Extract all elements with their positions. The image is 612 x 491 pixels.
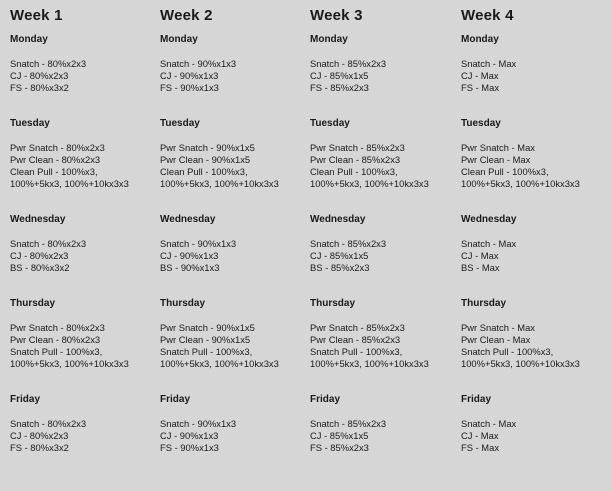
exercise-list xyxy=(160,418,310,454)
exercise-list xyxy=(310,418,460,454)
exercise-line: Pwr Clean - 80%x2x3 xyxy=(10,154,101,165)
exercise-list xyxy=(461,238,611,274)
exercise-list xyxy=(10,322,160,370)
week-column-1 xyxy=(10,0,160,491)
exercise-line: CJ - 90%x1x3 xyxy=(160,430,219,441)
exercise-line: Pwr Clean - 80%x2x3 xyxy=(10,334,101,345)
exercise-line: Snatch Pull - 100%x3, xyxy=(461,346,554,357)
exercise-line: Snatch - 85%x2x3 xyxy=(310,238,387,249)
day-name: Thursday xyxy=(10,298,56,309)
exercise-line: Pwr Clean - 90%x1x5 xyxy=(160,334,251,345)
exercise-line: Pwr Clean - 90%x1x5 xyxy=(160,154,251,165)
week-column-4 xyxy=(461,0,611,491)
day-name: Friday xyxy=(160,394,191,405)
exercise-line: Snatch Pull - 100%x3, xyxy=(310,346,403,357)
day-name: Thursday xyxy=(461,298,507,309)
exercise-line: Snatch - 80%x2x3 xyxy=(10,58,87,69)
exercise-line: 100%+5kx3, 100%+10kx3x3 xyxy=(160,178,279,189)
day-name: Friday xyxy=(310,394,341,405)
exercise-line: Pwr Clean - Max xyxy=(461,334,531,345)
day-name: Wednesday xyxy=(310,214,366,225)
exercise-line: Snatch - Max xyxy=(461,238,517,249)
exercise-line: 100%+5kx3, 100%+10kx3x3 xyxy=(310,178,429,189)
exercise-line: FS - 80%x3x2 xyxy=(10,82,69,93)
day-block xyxy=(160,298,310,370)
exercise-line: Snatch - 80%x2x3 xyxy=(10,238,87,249)
exercise-line: Pwr Snatch - 80%x2x3 xyxy=(10,322,105,333)
day-name: Monday xyxy=(310,34,348,45)
day-name: Monday xyxy=(10,34,48,45)
exercise-line: Pwr Snatch - 85%x2x3 xyxy=(310,322,405,333)
exercise-line: Pwr Clean - Max xyxy=(461,154,531,165)
day-name: Tuesday xyxy=(310,118,350,129)
day-name: Tuesday xyxy=(10,118,50,129)
week-title: Week 4 xyxy=(461,7,514,24)
day-block xyxy=(10,394,160,454)
exercise-line: Pwr Clean - 85%x2x3 xyxy=(310,334,401,345)
day-block xyxy=(10,298,160,370)
exercise-list xyxy=(461,418,611,454)
exercise-line: Pwr Snatch - Max xyxy=(461,322,535,333)
exercise-list xyxy=(10,238,160,274)
day-name: Thursday xyxy=(160,298,206,309)
exercise-line: CJ - 80%x2x3 xyxy=(10,70,69,81)
exercise-line: 100%+5kx3, 100%+10kx3x3 xyxy=(160,358,279,369)
day-block xyxy=(10,214,160,274)
exercise-line: FS - Max xyxy=(461,442,500,453)
exercise-list xyxy=(160,322,310,370)
exercise-list xyxy=(10,418,160,454)
day-block xyxy=(10,34,160,94)
day-block xyxy=(461,214,611,274)
day-name: Tuesday xyxy=(160,118,200,129)
exercise-list xyxy=(310,322,460,370)
exercise-line: CJ - 80%x2x3 xyxy=(10,430,69,441)
exercise-line: CJ - 85%x1x5 xyxy=(310,430,369,441)
exercise-line: Snatch - 85%x2x3 xyxy=(310,58,387,69)
exercise-line: Clean Pull - 100%x3, xyxy=(10,166,98,177)
exercise-line: Snatch - 85%x2x3 xyxy=(310,418,387,429)
exercise-line: Pwr Snatch - 85%x2x3 xyxy=(310,142,405,153)
exercise-line: FS - 90%x1x3 xyxy=(160,82,219,93)
exercise-list xyxy=(160,58,310,94)
exercise-line: Snatch - Max xyxy=(461,58,517,69)
exercise-line: FS - 85%x2x3 xyxy=(310,82,369,93)
exercise-line: Snatch - 80%x2x3 xyxy=(10,418,87,429)
exercise-list xyxy=(160,238,310,274)
exercise-line: CJ - 85%x1x5 xyxy=(310,70,369,81)
day-block xyxy=(160,214,310,274)
exercise-line: CJ - 90%x1x3 xyxy=(160,70,219,81)
day-block xyxy=(461,394,611,454)
day-block xyxy=(461,298,611,370)
exercise-list xyxy=(10,58,160,94)
exercise-list xyxy=(310,142,460,190)
week-title: Week 3 xyxy=(310,7,363,24)
exercise-line: Snatch - 90%x1x3 xyxy=(160,58,237,69)
day-block xyxy=(160,118,310,190)
exercise-list xyxy=(310,58,460,94)
exercise-list xyxy=(10,142,160,190)
exercise-line: CJ - Max xyxy=(461,430,499,441)
exercise-line: 100%+5kx3, 100%+10kx3x3 xyxy=(310,358,429,369)
day-block xyxy=(10,118,160,190)
exercise-line: CJ - 90%x1x3 xyxy=(160,250,219,261)
day-block xyxy=(310,34,460,94)
day-block xyxy=(160,394,310,454)
week-title: Week 2 xyxy=(160,7,213,24)
exercise-line: CJ - Max xyxy=(461,70,499,81)
exercise-line: Pwr Snatch - Max xyxy=(461,142,535,153)
exercise-line: BS - 85%x2x3 xyxy=(310,262,370,273)
exercise-line: 100%+5kx3, 100%+10kx3x3 xyxy=(10,178,129,189)
day-name: Monday xyxy=(160,34,198,45)
exercise-line: FS - 85%x2x3 xyxy=(310,442,369,453)
exercise-line: Clean Pull - 100%x3, xyxy=(461,166,549,177)
day-name: Friday xyxy=(461,394,492,405)
exercise-list xyxy=(461,322,611,370)
exercise-line: BS - Max xyxy=(461,262,500,273)
exercise-line: CJ - Max xyxy=(461,250,499,261)
day-name: Friday xyxy=(10,394,41,405)
exercise-list xyxy=(160,142,310,190)
exercise-line: CJ - 85%x1x5 xyxy=(310,250,369,261)
exercise-line: FS - 90%x1x3 xyxy=(160,442,219,453)
exercise-line: Snatch - 90%x1x3 xyxy=(160,238,237,249)
exercise-line: Pwr Clean - 85%x2x3 xyxy=(310,154,401,165)
exercise-line: 100%+5kx3, 100%+10kx3x3 xyxy=(461,358,580,369)
exercise-line: 100%+5kx3, 100%+10kx3x3 xyxy=(10,358,129,369)
day-name: Wednesday xyxy=(10,214,66,225)
exercise-list xyxy=(310,238,460,274)
exercise-line: 100%+5kx3, 100%+10kx3x3 xyxy=(461,178,580,189)
exercise-line: Pwr Snatch - 80%x2x3 xyxy=(10,142,105,153)
exercise-line: CJ - 80%x2x3 xyxy=(10,250,69,261)
week-title: Week 1 xyxy=(10,7,63,24)
exercise-list xyxy=(461,142,611,190)
day-name: Monday xyxy=(461,34,499,45)
exercise-line: BS - 90%x1x3 xyxy=(160,262,220,273)
day-block xyxy=(461,34,611,94)
exercise-line: Clean Pull - 100%x3, xyxy=(310,166,398,177)
exercise-line: Clean Pull - 100%x3, xyxy=(160,166,248,177)
day-block xyxy=(310,298,460,370)
exercise-line: FS - Max xyxy=(461,82,500,93)
day-name: Wednesday xyxy=(160,214,216,225)
exercise-line: Snatch - Max xyxy=(461,418,517,429)
exercise-line: Pwr Snatch - 90%x1x5 xyxy=(160,142,255,153)
week-column-2 xyxy=(160,0,310,491)
day-block xyxy=(310,394,460,454)
day-block xyxy=(310,214,460,274)
exercise-line: Snatch - 90%x1x3 xyxy=(160,418,237,429)
exercise-line: Snatch Pull - 100%x3, xyxy=(10,346,103,357)
day-block xyxy=(160,34,310,94)
exercise-line: Pwr Snatch - 90%x1x5 xyxy=(160,322,255,333)
day-name: Wednesday xyxy=(461,214,517,225)
day-block xyxy=(310,118,460,190)
exercise-line: Snatch Pull - 100%x3, xyxy=(160,346,253,357)
day-name: Thursday xyxy=(310,298,356,309)
day-name: Tuesday xyxy=(461,118,501,129)
exercise-list xyxy=(461,58,611,94)
exercise-line: BS - 80%x3x2 xyxy=(10,262,70,273)
exercise-line: FS - 80%x3x2 xyxy=(10,442,69,453)
week-column-3 xyxy=(310,0,460,491)
day-block xyxy=(461,118,611,190)
